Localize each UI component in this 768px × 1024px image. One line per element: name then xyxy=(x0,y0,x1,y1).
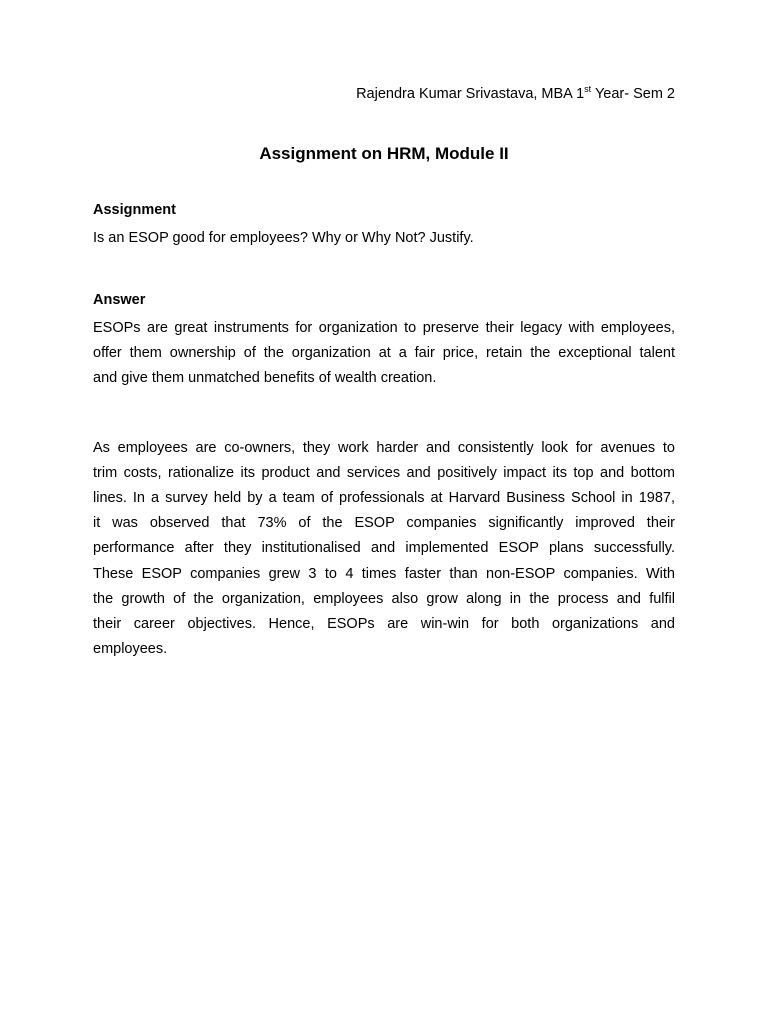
author-superscript: st xyxy=(584,84,592,94)
answer-p1-line: and give them unmatched benefits of wealth creation. xyxy=(93,370,437,386)
answer-p2-line: their career objectives. Hence, ESOPs are win-win for both organizations and xyxy=(93,616,675,632)
answer-p2-line: performance after they institutionalised and implemented ESOP plans successfully. xyxy=(93,540,675,556)
answer-p2-line: it was observed that 73% of the ESOP companies significantly improved their xyxy=(93,515,675,531)
author-line xyxy=(356,86,675,102)
author-tail: Year- Sem 2 xyxy=(591,86,675,102)
assignment-question: Is an ESOP good for employees? Why or Why Not? Justify. xyxy=(93,230,474,246)
answer-p2-line: lines. In a survey held by a team of professionals at Harvard Business School in 1987, xyxy=(93,490,675,506)
answer-p2-line: the growth of the organization, employees also grow along in the process and fulfil xyxy=(93,591,675,607)
answer-heading: Answer xyxy=(93,292,146,308)
author-name: Rajendra Kumar Srivastava, MBA 1 xyxy=(356,86,585,102)
answer-p2-line: trim costs, rationalize its product and services and positively impact its top and bottom xyxy=(93,465,675,481)
answer-p1-line: ESOPs are great instruments for organization to preserve their legacy with employees, xyxy=(93,320,675,336)
assignment-heading: Assignment xyxy=(93,202,176,218)
answer-p1-line: offer them ownership of the organization at a fair price, retain the exceptional talent xyxy=(93,345,675,361)
answer-p2-line: These ESOP companies grew 3 to 4 times faster than non-ESOP companies. With xyxy=(93,566,675,582)
document-title: Assignment on HRM, Module II xyxy=(259,144,509,163)
answer-p2-line: employees. xyxy=(93,641,168,657)
answer-p2-line: As employees are co-owners, they work harder and consistently look for avenues to xyxy=(93,440,675,456)
